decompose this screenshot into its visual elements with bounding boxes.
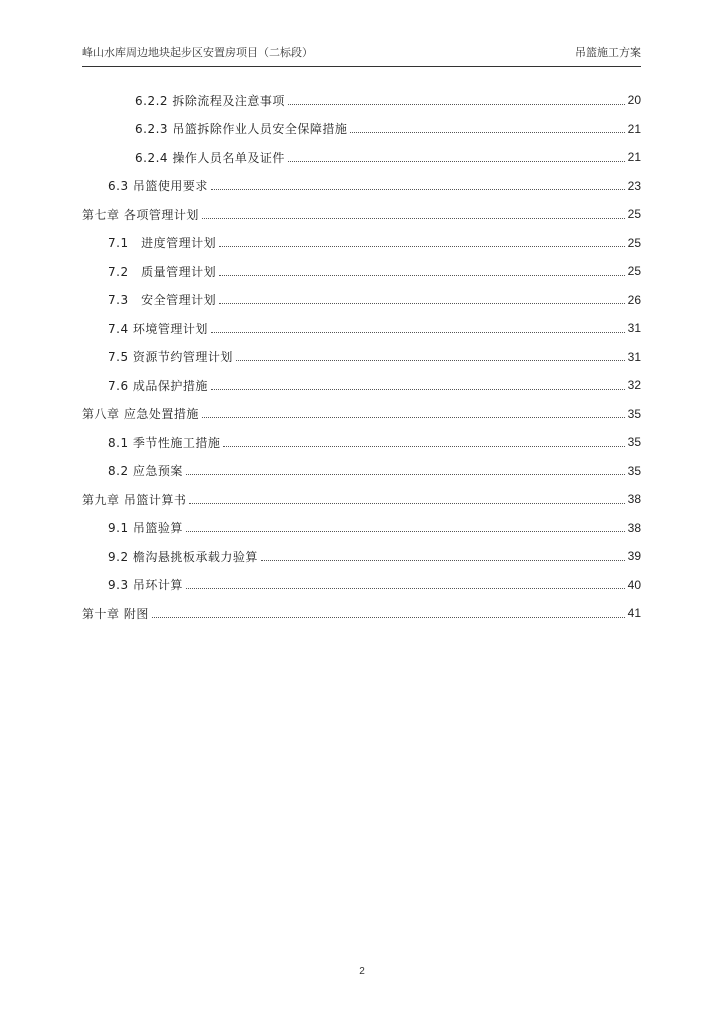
toc-leader-dots <box>186 588 625 589</box>
toc-entry[interactable] <box>82 514 641 543</box>
toc-entry-page: 35 <box>627 435 641 450</box>
toc-entry-page: 41 <box>627 606 641 621</box>
toc-entry-title: 9.2 檐沟悬挑板承载力验算 <box>108 549 258 564</box>
toc-leader-dots <box>186 474 625 475</box>
toc-leader-dots <box>189 503 624 504</box>
page-number: 2 <box>359 966 365 977</box>
toc-leader-dots <box>211 389 625 390</box>
toc-leader-dots <box>223 446 624 447</box>
toc-entry-title: 第八章 应急处置措施 <box>82 407 199 422</box>
toc-entry-page: 40 <box>627 577 641 592</box>
toc-entry-page: 25 <box>627 264 641 279</box>
toc-entry[interactable] <box>82 286 641 315</box>
toc-entry-title: 7.5 资源节约管理计划 <box>108 350 233 365</box>
toc-entry-page: 25 <box>627 207 641 222</box>
toc-leader-dots <box>202 218 625 219</box>
toc-entry-page: 21 <box>627 150 641 165</box>
toc-chapter-entry[interactable] <box>82 400 641 429</box>
toc-entry[interactable] <box>82 457 641 486</box>
toc-leader-dots <box>350 132 624 133</box>
toc-entry-page: 26 <box>627 292 641 307</box>
toc-entry[interactable] <box>82 143 641 172</box>
toc-entry-title: 第九章 吊篮计算书 <box>82 492 187 507</box>
toc-entry[interactable] <box>82 172 641 201</box>
toc-leader-dots <box>288 104 625 105</box>
toc-entry-page: 35 <box>627 463 641 478</box>
toc-entry[interactable] <box>82 86 641 115</box>
toc-entry-title: 6.3 吊篮使用要求 <box>108 179 208 194</box>
toc-entry-title: 6.2.4 操作人员名单及证件 <box>135 150 285 165</box>
toc-entry-page: 31 <box>627 349 641 364</box>
toc-entry-title: 6.2.3 吊篮拆除作业人员安全保障措施 <box>135 122 348 137</box>
toc-entry-page: 23 <box>627 178 641 193</box>
toc-leader-dots <box>152 617 625 618</box>
toc-entry-page: 35 <box>627 406 641 421</box>
toc-entry-title: 7.3 安全管理计划 <box>108 293 217 308</box>
toc-entry-page: 21 <box>627 121 641 136</box>
toc-entry-title: 7.4 环境管理计划 <box>108 321 208 336</box>
toc-entry-page: 25 <box>627 235 641 250</box>
toc-leader-dots <box>236 360 625 361</box>
header-project-title: 峰山水库周边地块起步区安置房项目（二标段） <box>82 46 313 59</box>
toc-entry-page: 31 <box>627 321 641 336</box>
toc-entry-title: 6.2.2 拆除流程及注意事项 <box>135 93 285 108</box>
toc-leader-dots <box>261 560 625 561</box>
toc-leader-dots <box>211 332 625 333</box>
toc-entry-title: 9.3 吊环计算 <box>108 578 183 593</box>
toc-entry[interactable] <box>82 428 641 457</box>
toc-leader-dots <box>202 417 625 418</box>
toc-chapter-entry[interactable] <box>82 200 641 229</box>
toc-leader-dots <box>288 161 625 162</box>
toc-entry-page: 38 <box>627 520 641 535</box>
toc-leader-dots <box>219 246 625 247</box>
toc-entry-title: 9.1 吊篮验算 <box>108 521 183 536</box>
toc-entry[interactable] <box>82 542 641 571</box>
toc-leader-dots <box>219 275 625 276</box>
toc-entry-title: 8.1 季节性施工措施 <box>108 435 221 450</box>
toc-chapter-entry[interactable] <box>82 599 641 628</box>
toc-entry[interactable] <box>82 257 641 286</box>
toc-entry-title: 7.2 质量管理计划 <box>108 264 217 279</box>
table-of-contents <box>82 86 641 628</box>
toc-leader-dots <box>186 531 625 532</box>
toc-entry-title: 7.1 进度管理计划 <box>108 236 217 251</box>
page-header <box>82 40 641 67</box>
toc-entry[interactable] <box>82 229 641 258</box>
toc-entry-title: 第十章 附图 <box>82 606 149 621</box>
toc-entry-title: 第七章 各项管理计划 <box>82 207 199 222</box>
toc-entry-title: 8.2 应急预案 <box>108 464 183 479</box>
toc-entry-title: 7.6 成品保护措施 <box>108 378 208 393</box>
toc-entry[interactable] <box>82 571 641 600</box>
toc-entry[interactable] <box>82 314 641 343</box>
toc-leader-dots <box>219 303 625 304</box>
toc-leader-dots <box>211 189 625 190</box>
toc-entry-page: 20 <box>627 93 641 108</box>
toc-entry[interactable] <box>82 115 641 144</box>
toc-entry[interactable] <box>82 343 641 372</box>
toc-entry-page: 39 <box>627 549 641 564</box>
toc-entry-page: 32 <box>627 378 641 393</box>
toc-entry[interactable] <box>82 371 641 400</box>
toc-chapter-entry[interactable] <box>82 485 641 514</box>
header-document-title: 吊篮施工方案 <box>575 46 641 59</box>
toc-entry-page: 38 <box>627 492 641 507</box>
